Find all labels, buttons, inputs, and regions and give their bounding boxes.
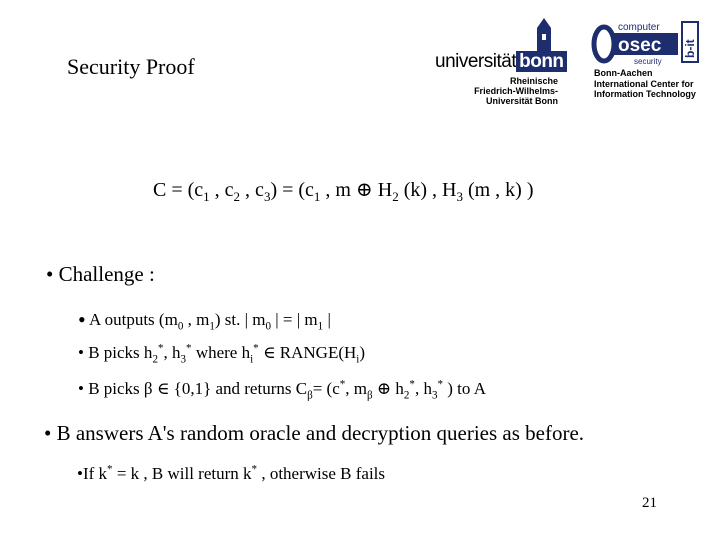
bullet-sup: * xyxy=(409,378,415,391)
bullet-sup: * xyxy=(186,342,192,355)
bullet-text: A outputs (m xyxy=(89,310,178,329)
bullet-b-picks-beta xyxy=(78,378,486,402)
formula-text: (m , k) ) xyxy=(462,179,534,201)
formula-sub: 1 xyxy=(203,189,210,204)
bullet-sub: i xyxy=(250,353,254,366)
cosec-line: International Center for xyxy=(594,78,694,89)
bullet-sup: * xyxy=(437,378,444,391)
cosec-side-text: b-it xyxy=(683,39,697,58)
formula-text: (k) , H xyxy=(398,179,457,201)
bullet-sub: 1 xyxy=(317,320,324,333)
bullet-sub: 3 xyxy=(180,353,187,366)
bullet-if-k xyxy=(77,464,385,484)
bullet-text: | xyxy=(323,310,331,329)
uni-line: Universität Bonn xyxy=(485,96,558,106)
cosec-logo xyxy=(590,18,710,108)
bullet-challenge: • Challenge : xyxy=(46,262,155,286)
cosec-subtitle xyxy=(594,68,696,100)
bullet-sup: * xyxy=(157,342,164,355)
bullet-sub: β xyxy=(307,389,313,402)
formula-sub: 3 xyxy=(263,189,271,204)
bullet-sub: 2 xyxy=(152,353,158,366)
uni-line: Friedrich-Wilhelms- xyxy=(474,86,558,96)
bullet-text: ) to A xyxy=(443,379,486,398)
university-wordmark xyxy=(435,51,567,73)
university-bonn-logo xyxy=(435,18,565,108)
bullet-text: •If k xyxy=(77,464,108,483)
bullet-sub: 0 xyxy=(265,320,272,333)
cosec-sub-text: security xyxy=(634,57,662,66)
slide-title: Security Proof xyxy=(67,54,195,79)
bullet-b-answers: • B answers A's random oracle and decryption queries as before. xyxy=(44,421,585,445)
uni-line: Rheinische xyxy=(509,76,558,86)
formula-sub: 2 xyxy=(233,189,241,204)
bullet-sub: β xyxy=(367,389,373,402)
bullet-text: where h xyxy=(191,343,251,362)
formula-text: ) = (c xyxy=(270,179,314,201)
bullet-a-outputs xyxy=(78,307,331,333)
bullet-sup: * xyxy=(251,463,258,476)
bullet-sub: i xyxy=(356,353,360,366)
bullet-text: , h xyxy=(163,343,181,362)
tower-icon xyxy=(533,18,555,52)
university-subtitle xyxy=(470,76,558,106)
formula-text: , m ⊕ H xyxy=(320,179,393,201)
formula-sub: 2 xyxy=(392,189,399,204)
bullet-sup: * xyxy=(339,378,346,391)
cosec-emblem xyxy=(590,18,702,66)
bullet-text: = k , B will return k xyxy=(112,464,252,483)
cosec-top-text: computer xyxy=(618,22,660,33)
bullet-text: • B picks β ∈ {0,1} and returns C xyxy=(78,379,308,398)
bullet-dot: • xyxy=(78,307,86,332)
cosec-main-text: osec xyxy=(618,35,662,56)
formula-text: C = (c xyxy=(153,179,204,201)
bullet-text: • B picks h xyxy=(78,343,153,362)
bullet-sub: 2 xyxy=(403,389,410,402)
bullet-sub: 1 xyxy=(209,320,215,333)
bullet-text: , m xyxy=(345,379,368,398)
bullet-b-picks-h xyxy=(78,342,366,366)
ciphertext-formula xyxy=(153,177,534,202)
bullet-sup: * xyxy=(107,463,113,476)
bullet-text: = (c xyxy=(312,379,340,398)
formula-sub: 1 xyxy=(313,189,321,204)
bullet-text: , m xyxy=(183,310,210,329)
page-number: 21 xyxy=(642,495,657,511)
uni-word-part: universität xyxy=(435,51,517,72)
uni-word-bonn: bonn xyxy=(516,51,566,72)
cosec-line: Information Technology xyxy=(594,89,696,99)
bullet-text: ⊕ h xyxy=(372,379,404,398)
cosec-line: Bonn-Aachen xyxy=(594,68,653,78)
bullet-sub: 0 xyxy=(177,320,184,333)
bullet-text: , otherwise B fails xyxy=(257,464,386,483)
bullet-text: ) xyxy=(359,343,366,362)
bullet-text: ) st. | m xyxy=(214,310,266,329)
bullet-sup: * xyxy=(253,342,259,355)
formula-text: , c xyxy=(209,179,234,201)
bullet-sub: 3 xyxy=(431,389,438,402)
formula-text: , c xyxy=(240,179,264,201)
bullet-text: ∈ RANGE(H xyxy=(258,343,357,362)
bullet-text: | = | m xyxy=(271,310,318,329)
bullet-text: , h xyxy=(414,379,432,398)
formula-sub: 3 xyxy=(456,189,463,204)
